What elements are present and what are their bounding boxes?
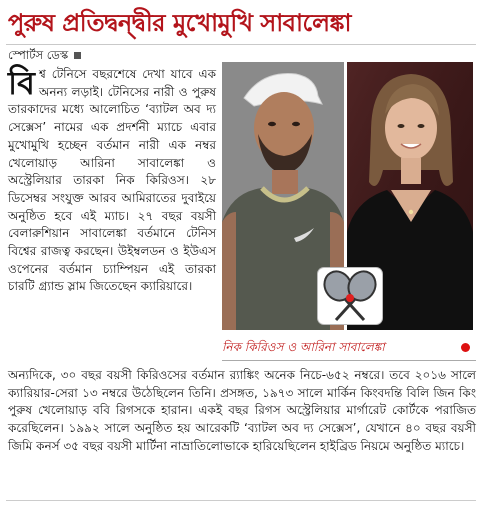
photo-caption-text: নিক কিরিওস ও আরিনা সাবালেঙ্কা [222, 340, 385, 354]
red-dot-icon [461, 343, 470, 352]
photo-caption [222, 334, 476, 360]
byline-text: স্পোর্টস ডেস্ক [8, 48, 69, 62]
rackets-graphic [318, 268, 382, 324]
caption-divider [222, 360, 476, 361]
headline: পুরুষ প্রতিদ্বন্দ্বীর মুখোমুখি সাবালেঙ্কা [8, 9, 351, 37]
column-text: শ্ব টেনিসে বছরশেষে দেখা যাবে এক অনন্য লড়াই। টেনিসের নারী ও পুরুষ তারকাদের মধ্যে আলোচিত ‘ব্যাটল অব দ্য সেক্সেস’ নামের এক প্রদর্শনী ম্যাচে এবার মুখোমুখি হচ্ছেন বর্তমান নারী এক নম্বর খেলোয়াড় আরিনা সাবালেঙ্কা ও অস্ট্রেলিয়ার তারকা নিক কিরিওস। ২৮ ডিসেম্বর সংযুক্ত আরব আমিরাতের দুবাইয়ে অনুষ্ঠিত হবে এই ম্যাচ। ২৭ বছর বয়সী বেলারুশিয়ান সাবালেঙ্কা বর্তমানে টেনিস বিশ্বের রাজত্ব করছেন। উইম্বলডন ও ইউএস ওপেনের বর্তমান চ্যাম্পিয়ন এই তারকা চারটি গ্র্যান্ড স্লাম জিতেছেন ক্যারিয়ারে। [8, 67, 216, 294]
bottom-divider [6, 500, 476, 501]
byline [8, 46, 81, 64]
article-column [8, 66, 216, 296]
article-continuation: অন্যদিকে, ৩০ বছর বয়সী কিরিওসের বর্তমান র‍্যাঙ্কিং অনেক নিচে-৬৫২ নম্বরে। তবে ২০১৬ সালে ক্যারিয়ার-সেরা ১৩ নম্বরে উঠেছিলেন তিনি। প্রসঙ্গত, ১৯৭৩ সালে মার্কিন কিংবদন্তি বিলি জিন কিং পুরুষ খেলোয়াড় ববি রিগসকে হারান। একই বছর রিগস অস্ট্রেলিয়ার মার্গারেট কোর্টকে পরাজিত করেছিলেন। ১৯৯২ সালে অনুষ্ঠিত হয় আরেকটি ‘ব্যাটল অব দ্য সেক্সেস’, যেখানে ৪০ বছর বয়সী জিমি কনর্স ৩৫ বছর বয়সী মার্টিনা নাভ্রাতিলোভাকে হারিয়েছিলেন হাইব্রিড নিয়মে অনুষ্ঠিত ম্যাচে। [8, 368, 476, 453]
headline-divider [6, 44, 476, 45]
drop-cap: বি [8, 64, 35, 102]
square-bullet-icon [74, 52, 81, 59]
crossed-tennis-rackets-icon [318, 268, 382, 324]
